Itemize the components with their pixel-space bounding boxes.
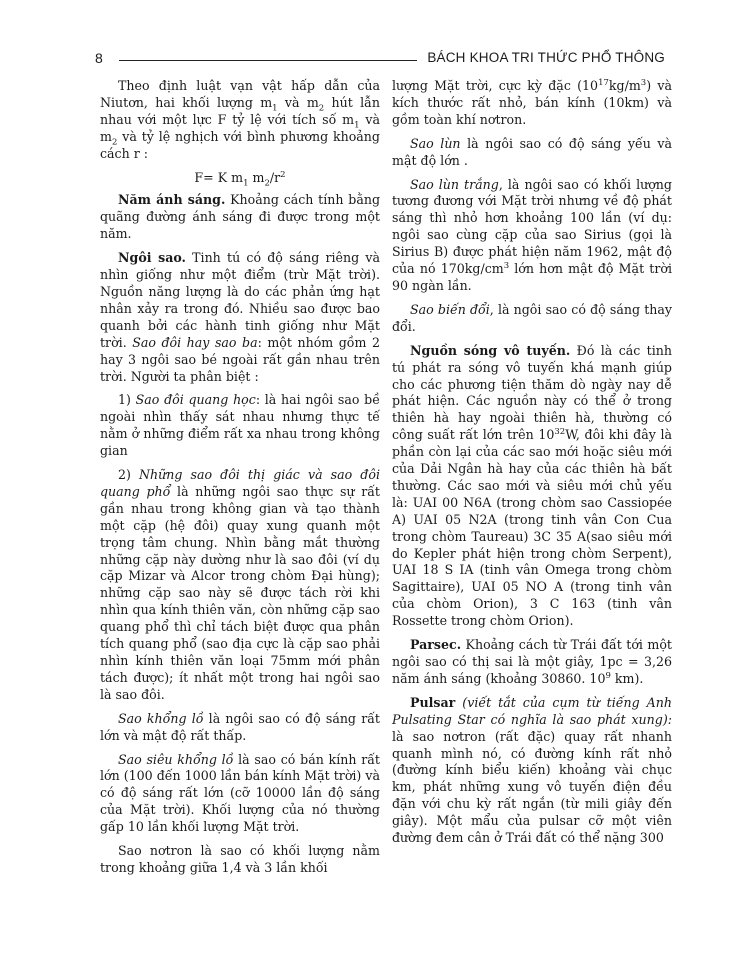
page-header [95, 50, 665, 70]
term-parsec: Parsec. [410, 637, 462, 653]
page-number: 8 [95, 50, 103, 66]
term-radio-source: Nguồn sóng vô tuyến. [410, 342, 571, 358]
entry-giant-star: Sao khổng lồ là ngôi sao có độ sáng rất lớn và mật độ rất thấp. [100, 710, 380, 743]
entry-dwarf-star: Sao lùn là ngôi sao có độ sáng yếu và mật độ lớn . [392, 135, 672, 168]
term-star: Ngôi sao. [118, 250, 186, 266]
entry-light-year: Năm ánh sáng. Khoảng cách tính bằng quãng đường ánh sáng đi được trong một năm. [100, 192, 381, 242]
entry-neutron-star: Sao nơtron là sao có khối lượng nằm trong khoảng giữa 1,4 và 3 lần khối [100, 843, 380, 875]
term-light-year: Năm ánh sáng. [118, 192, 226, 208]
entry-pulsar: Pulsar (viết tắt của cụm từ tiếng Anh Pulsating Star có nghĩa là sao phát xung): là sao nơtron (rất đặc) quay rất nhanh quanh mình nó, có đường kính rất nhỏ (đường kính biểu kiến) khoảng vài chục km, phát những xung vô tuyến điện đều đặn với chu kỳ rất ngắn (từ mili giây đến giây). Một mẩu của pulsar cỡ một viên đường đem cân ở Trái đất có thể nặng 300 [392, 694, 672, 846]
paragraph-gravitation: Theo định luật vạn vật hấp dẫn của Niutơn, hai khối lượng $m_1$ và $m_2$ hút lẫn nhau với một lực F tỷ lệ với tích số $m_1$ và $m_2$ và tỷ lệ nghịch với bình phương khoảng cách r : [100, 78, 380, 161]
entry-variable-star: Sao biến đổi, là ngôi sao có độ sáng thay đổi. [392, 301, 672, 334]
left-column [100, 78, 380, 884]
item-visual-spectroscopic-double: 2) Những sao đôi thị giác và sao đôi quang phổ là những ngôi sao thực sự rất gần nhau trong không gian và tạo thành một cặp (hệ đôi) quay xung quanh một trọng tâm chung. Nhìn bằng mắt thường những cặp này dường như là sao đôi (ví dụ cặp Mizar và Alcor trong chòm Đại hùng); những cặp sao này sẽ được tách rời khi nhìn qua kính thiên văn, còn những cặp sao quang phổ thì chỉ tách biệt được qua phân tích quang phổ (sao địa cực là cặp sao phải nhìn kính thiên văn loại 75mm mới phân tách được); ít nhất một trong hai ngôi sao là sao đôi. [100, 467, 380, 702]
item-optical-double: 1) Sao đôi quang học: là hai ngôi sao bề ngoài nhìn thấy sát nhau nhưng thực tế nằm ở những điểm rất xa nhau trong không gian [100, 392, 380, 459]
right-column [392, 78, 672, 854]
term-pulsar: Pulsar [410, 694, 456, 710]
header-rule [119, 60, 417, 61]
formula-gravitation: F= K $m_1$ $m_2/r^2$ [194, 169, 286, 189]
entry-radio-source: Nguồn sóng vô tuyến. Đó là các tinh tú phát ra sóng vô tuyến khá mạnh giúp cho các phương tiện thăm dò ngày nay dễ phát hiện. Các nguồn này có thể ở trong thiên hà hay ngoài thiên hà, thường có công suất rất lớn trên $10^{32}W$, đôi khi đây là phần còn lại của các sao mới hoặc siêu mới của Dải Ngân hà hay của các thiên hà bất thường. Các sao mới và siêu mới chủ yếu là: UAI 00 N6A (trong chòm sao Cassiopée A) UAI 05 N2A (trong tinh vân Con Cua trong chòm Taureau) 3C 35 A(sao siêu mới do Kepler phát hiện trong chòm Serpent), UAI 18 S IA (tinh vân Omega trong chòm Sagittaire), UAI 05 NO A (trong tinh vân của chòm Orion), 3 C 163 (tinh vân Rossette trong chòm Orion). [392, 342, 672, 629]
entry-supergiant-star: Sao siêu khổng lồ là sao có bán kính rất lớn (100 đến 1000 lần bán kính Mặt trời) và có độ sáng rất lớn (cỡ 10000 lần độ sáng của Mặt trời). Khối lượng của nó thường gấp 10 lần khối lượng Mặt trời. [100, 751, 380, 835]
entry-parsec: Parsec. Khoảng cách từ Trái đất tới một ngôi sao có thị sai là một giây, 1pc = 3,26 năm ánh sáng (khoảng 30860. $10^9$ km). [392, 637, 672, 686]
running-title: BÁCH KHOA TRI THỨC PHỔ THÔNG [427, 50, 665, 65]
entry-star: Ngôi sao. Tinh tú có độ sáng riêng và nhìn giống như một điểm (trừ Mặt trời). Nguồn năng lượng là do các phản ứng hạt nhân xảy ra trong đó. Nhiều sao được bao quanh bởi các hành tinh giống như Mặt trời. Sao đôi hay sao ba: một nhóm gồm 2 hay 3 ngôi sao bé ngoài rất gần nhau trên trời. Người ta phân biệt : [100, 250, 380, 384]
neutron-star-continued: lượng Mặt trời, cực kỳ đặc $(10^{17}kg/m^3)$ và kích thước rất nhỏ, bán kính (10km) và gồm toàn khí nơtron. [392, 77, 672, 127]
entry-white-dwarf: Sao lùn trắng, là ngôi sao có khối lượng tương đương với Mặt trời nhưng về độ phát sáng thì nhỏ hơn khoảng 100 lần (ví dụ: ngôi sao cùng cặp của sao Sirius (gọi là Sirius B) được phát hiện năm 1962, mật độ của nó $170kg/cm^3$ lớn hơn mật độ Mặt trời 90 ngàn lần. [392, 176, 672, 293]
